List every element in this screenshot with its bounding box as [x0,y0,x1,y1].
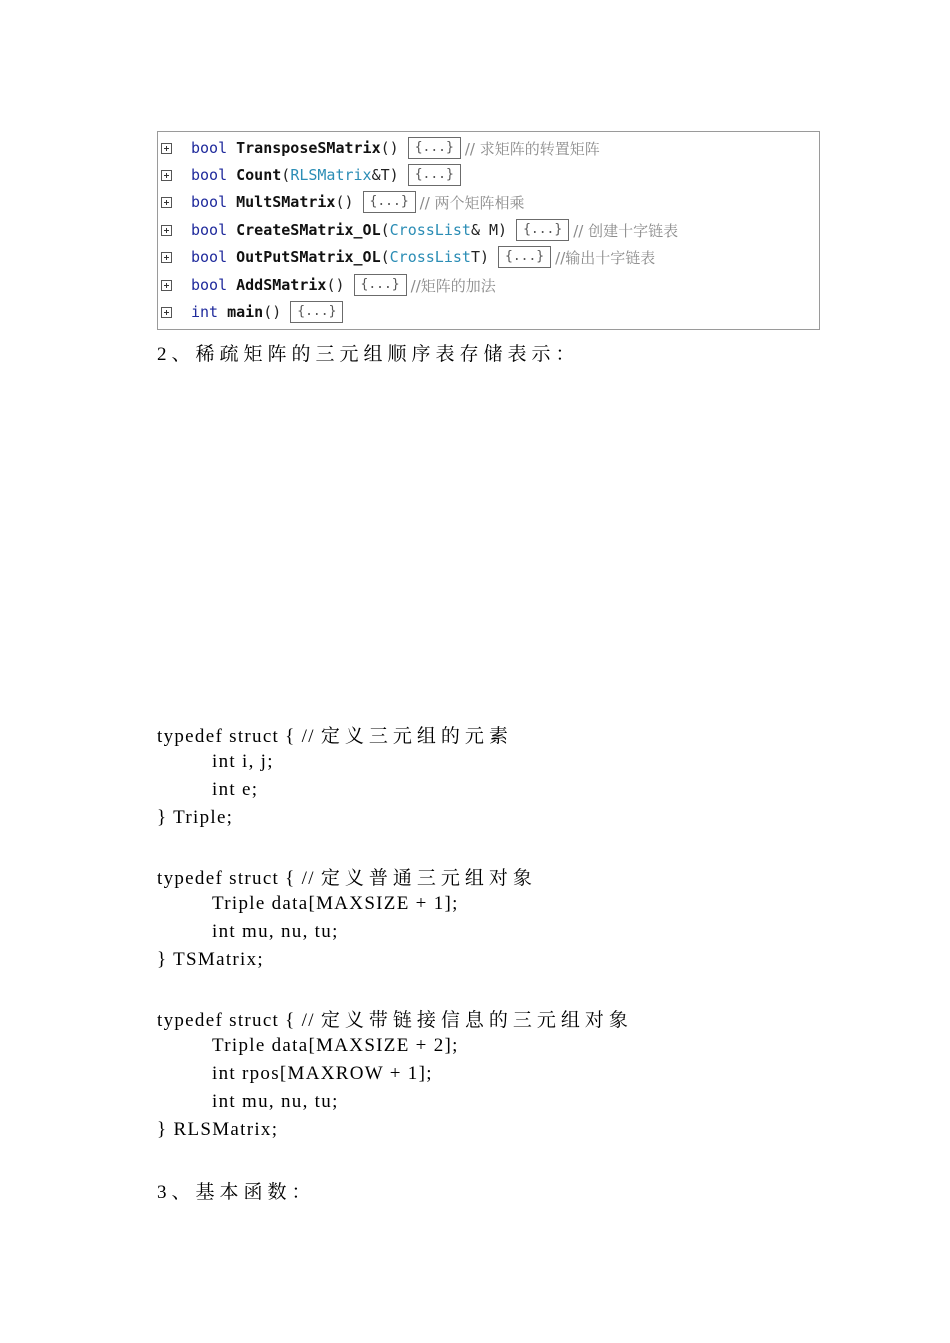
expand-icon[interactable] [161,225,172,236]
code-comment: 定义普通三元组对象 [320,868,537,889]
code-comment: 定义带链接信息的三元组对象 [320,1010,633,1031]
return-type: bool [191,166,228,184]
param-name: & M [470,221,499,239]
params: () [263,303,282,321]
section-heading-2: 2、稀疏矩阵的三元组顺序表存储表示： [157,344,580,365]
params-close: ) [389,166,399,184]
struct-open-line: typedef struct { // 定义带链接信息的三元组对象 [157,1010,633,1031]
expand-icon[interactable] [161,197,172,208]
outline-row-create[interactable]: bool CreateSMatrix_OL ( CrossList & M ) {...} // 创建十字链表 [158,218,678,242]
collapsed-body[interactable]: {...} [516,219,569,241]
param-type: CrossList [389,221,471,239]
expand-icon[interactable] [161,307,172,318]
return-type: bool [191,193,228,211]
params: () [326,276,345,294]
function-name: TransposeSMatrix [236,139,381,157]
function-name: CreateSMatrix_OL [236,221,381,239]
param-name: T [470,248,480,266]
return-type: bool [191,276,228,294]
collapsed-body[interactable]: {...} [408,164,461,186]
function-name: Count [236,166,282,184]
expand-icon[interactable] [161,252,172,263]
comment: // 创建十字链表 [573,221,679,240]
code-line: Triple data[MAXSIZE + 1]; [212,893,459,914]
expand-icon[interactable] [161,170,172,181]
code-line: int mu, nu, tu; [212,921,339,942]
comment: //矩阵的加法 [410,276,496,295]
return-type: bool [191,139,228,157]
section-heading-3: 3、基本函数： [157,1182,316,1203]
code-line: int mu, nu, tu; [212,1091,339,1112]
struct-close-line: } Triple; [157,807,234,828]
outline-row-mult[interactable] [158,190,525,214]
collapsed-body[interactable]: {...} [498,246,551,268]
struct-open-line: typedef struct { // 定义三元组的元素 [157,726,513,747]
struct-open-line: typedef struct { // 定义普通三元组对象 [157,868,537,889]
param-name: &T [371,166,390,184]
code-line: int rpos[MAXROW + 1]; [212,1063,433,1084]
function-name: MultSMatrix [236,193,336,211]
outline-row-main[interactable] [158,300,343,324]
outline-row-transpose[interactable] [158,136,600,160]
comment: // 两个矩阵相乘 [419,193,525,212]
comment: //输出十字链表 [555,248,656,267]
collapsed-body[interactable]: {...} [363,191,416,213]
function-name: OutPutSMatrix_OL [236,248,381,266]
params-close: ) [479,248,489,266]
struct-close-line: } RLSMatrix; [157,1119,279,1140]
param-type: CrossList [389,248,471,266]
params-close: ) [498,221,508,239]
return-type: int [191,303,219,321]
return-type: bool [191,221,228,239]
function-name: main [227,303,264,321]
struct-close-line: } TSMatrix; [157,949,264,970]
code-line: int e; [212,779,259,800]
outline-row-output[interactable]: bool OutPutSMatrix_OL ( CrossList T ) {...} //输出十字链表 [158,245,655,269]
code-line: int i, j; [212,751,274,772]
code-outline-panel [157,131,820,330]
comment: // 求矩阵的转置矩阵 [464,139,600,158]
params: () [335,193,354,211]
collapsed-body[interactable]: {...} [408,137,461,159]
outline-row-count[interactable]: bool Count ( RLSMatrix &T ) {...} [158,163,461,187]
function-name: AddSMatrix [236,276,327,294]
params: () [380,139,399,157]
expand-icon[interactable] [161,143,172,154]
expand-icon[interactable] [161,280,172,291]
collapsed-body[interactable]: {...} [354,274,407,296]
collapsed-body[interactable]: {...} [290,301,343,323]
code-comment: 定义三元组的元素 [320,726,513,747]
outline-row-add[interactable] [158,273,496,297]
return-type: bool [191,248,228,266]
param-type: RLSMatrix [290,166,372,184]
code-line: Triple data[MAXSIZE + 2]; [212,1035,459,1056]
